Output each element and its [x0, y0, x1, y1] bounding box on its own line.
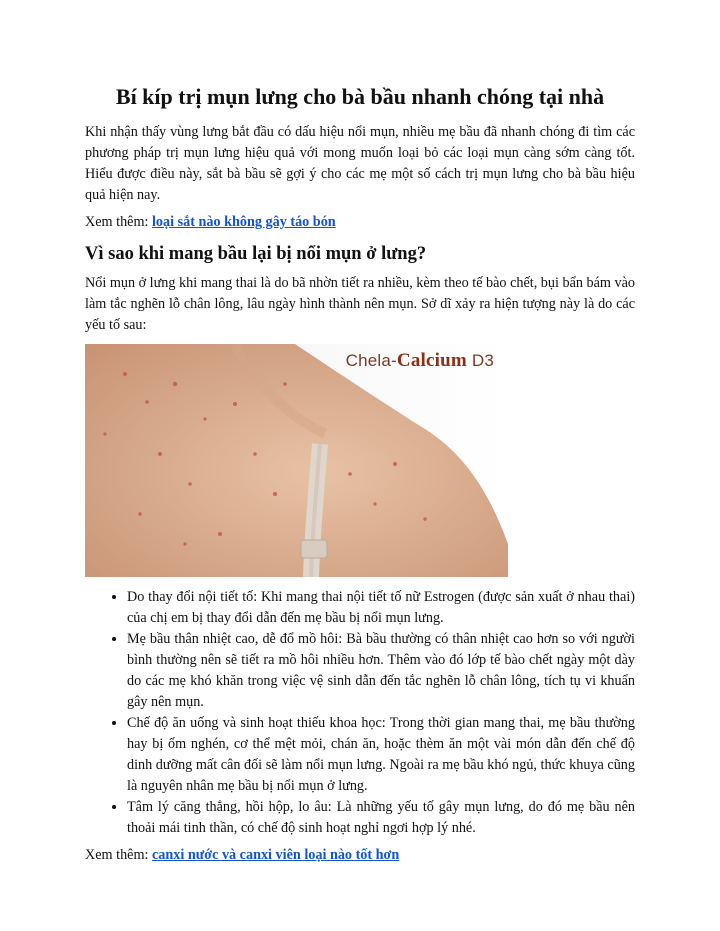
- cause-list: [85, 587, 635, 839]
- list-item: • Do thay đổi nội tiết tố: Khi mang thai nội tiết tố nữ Estrogen (được sản xuất ở nhau thai) của chị em bị thay đổi dẫn đến mẹ bầu bị nổi mụn lưng.: [127, 587, 635, 629]
- list-item: • Tâm lý căng thẳng, hồi hộp, lo âu: Là những yếu tố gây mụn lưng, do đó mẹ bầu nên thoải mái tinh thần, có chế độ sinh hoạt nghỉ ngơi hợp lý nhé.: [127, 797, 635, 839]
- brand-suffix: D3: [471, 351, 494, 370]
- page-title: Bí kíp trị mụn lưng cho bà bầu nhanh chóng tại nhà: [115, 84, 605, 109]
- section-intro-paragraph: Nổi mụn ở lưng khi mang thai là do bã nhờn tiết ra nhiều, kèm theo tế bào chết, bụi bẩn bám vào làm tắc nghẽn lỗ chân lông, lâu ngày hình thành nên mụn. Sở dĩ xảy ra hiện tượng này là do các yếu tố sau:: [85, 275, 635, 333]
- back-acne-photo: [85, 344, 508, 577]
- list-item: • Chế độ ăn uống và sinh hoạt thiếu khoa học: Trong thời gian mang thai, mẹ bầu thường hay bị ốm nghén, cơ thể mệt mỏi, chán ăn, hoặc thèm ăn một vài món dẫn đến chế độ dinh dưỡng mất cân đối sẽ làm nổi mụn lưng. Ngoài ra mẹ bầu khó ngủ, thức khuya cũng là nguyên nhân mẹ bầu bị nổi mụn ở lưng.: [127, 713, 635, 797]
- see-also-2-prefix: Xem thêm:: [85, 847, 152, 863]
- brand-watermark: [346, 350, 494, 372]
- list-item: • Mẹ bầu thân nhiệt cao, dễ đổ mồ hôi: Bà bầu thường có thân nhiệt cao hơn so với người bình thường nên sẽ tiết ra mồ hôi nhiều hơn. Thêm vào đó lớp tế bào chết ngày một dày do các mẹ khó khăn trong việc vệ sinh dẫn đến tắc nghẽn lỗ chân lông, tích tụ vi khuẩn gây nên mụn.: [127, 629, 635, 713]
- brand-prefix: Chela-: [345, 351, 397, 370]
- photo-illustration: [85, 344, 508, 577]
- brand-bold: Calcium: [396, 350, 467, 371]
- see-also-1-prefix: Xem thêm:: [85, 214, 152, 230]
- see-also-2-link[interactable]: canxi nước và canxi viên loại nào tốt hơn: [151, 847, 400, 863]
- see-also-1-link[interactable]: loại sắt nào không gây táo bón: [151, 214, 336, 230]
- see-also-2: [85, 845, 635, 866]
- see-also-1: [85, 212, 635, 233]
- intro-paragraph: Khi nhận thấy vùng lưng bắt đầu có dấu hiệu nổi mụn, nhiều mẹ bầu đã nhanh chóng đi tìm các phương pháp trị mụn lưng hiệu quả với mong muốn loại bỏ các loại mụn càng sớm càng tốt. Hiểu được điều này, sắt bà bầu sẽ gợi ý cho các mẹ một số cách trị mụn lưng cho bà bầu hiệu quả hiện nay.: [85, 124, 635, 203]
- section-heading: Vì sao khi mang bầu lại bị nổi mụn ở lưng?: [85, 244, 427, 264]
- document-page: [85, 82, 635, 874]
